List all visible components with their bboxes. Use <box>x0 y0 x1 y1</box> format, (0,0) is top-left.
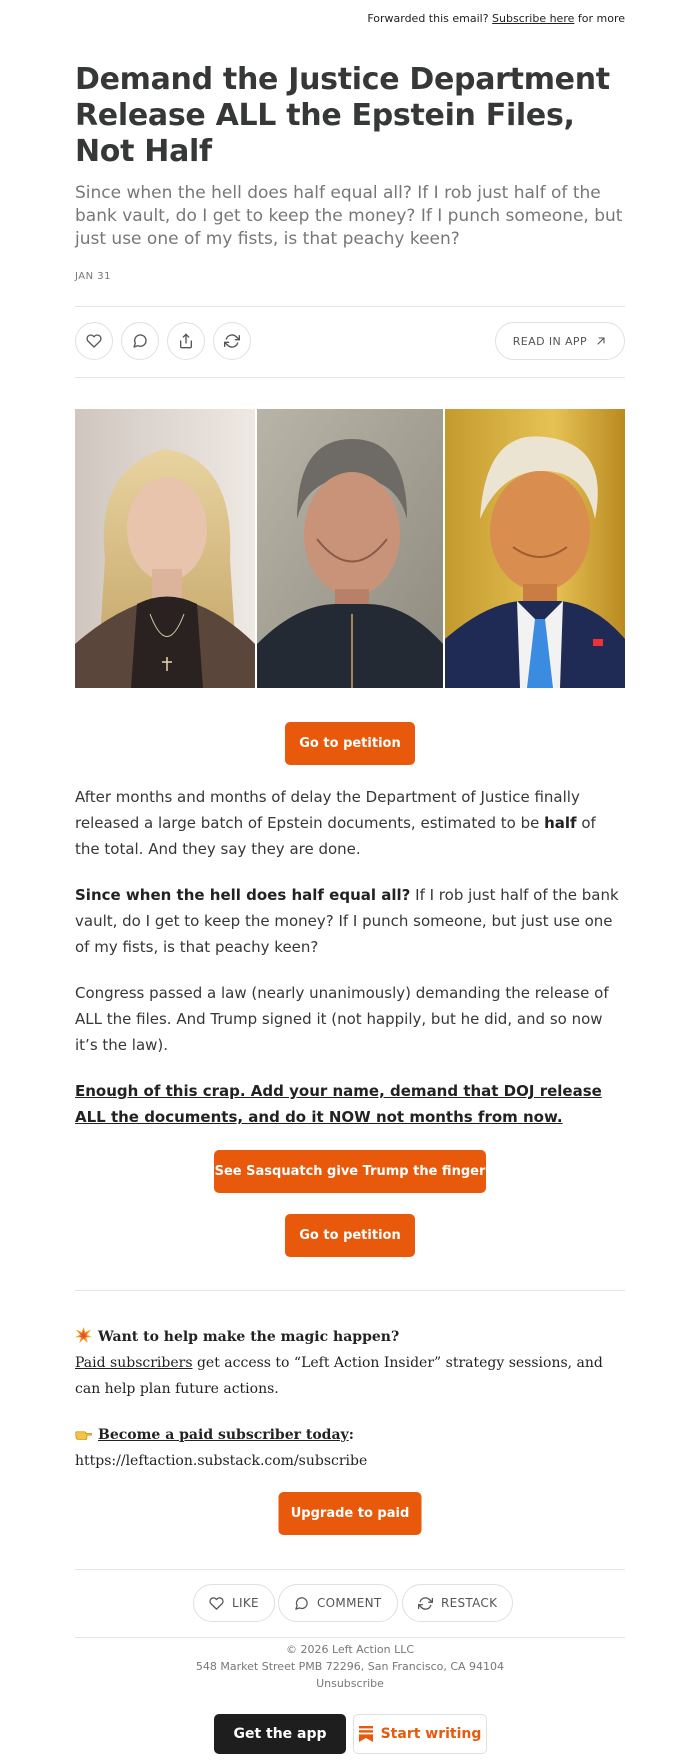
portrait-left <box>75 409 255 688</box>
divider <box>75 1637 625 1638</box>
engagement-bar <box>75 1584 625 1622</box>
comment-pill-button[interactable] <box>278 1584 398 1622</box>
read-in-app-label: READ IN APP <box>512 334 587 348</box>
restack-pill-button[interactable] <box>402 1584 513 1622</box>
subscribe-url[interactable]: https://leftaction.substack.com/subscribe <box>75 1453 368 1469</box>
like-label: LIKE <box>232 1596 259 1610</box>
promo-heading-text: Want to help make the magic happen? <box>98 1329 400 1345</box>
share-button[interactable] <box>167 322 205 360</box>
unsubscribe-link[interactable]: Unsubscribe <box>316 1677 384 1690</box>
become-paid-subscriber-link[interactable]: Become a paid subscriber today <box>98 1427 349 1443</box>
start-writing-button[interactable] <box>353 1714 487 1754</box>
pointing-hand-icon <box>75 1425 92 1442</box>
restack-button[interactable] <box>213 322 251 360</box>
mailing-address: 548 Market Street PMB 72296, San Francisco, CA 94104 <box>195 1660 505 1673</box>
restack-icon <box>224 333 240 349</box>
arrow-up-right-icon <box>595 335 607 347</box>
paid-subscribers-link[interactable]: Paid subscribers <box>75 1355 193 1371</box>
post-subtitle: Since when the hell does half equal all? If I rob just half of the bank vault, do I get to keep the money? If I punch someone, but just use one of my fists, is that peachy keen? <box>75 183 623 249</box>
comment-icon <box>294 1596 309 1611</box>
share-icon <box>178 333 194 349</box>
colon: : <box>348 1427 354 1443</box>
upgrade-to-paid-button[interactable]: Upgrade to paid <box>279 1492 422 1535</box>
substack-logo-icon <box>359 1726 373 1742</box>
read-in-app-button[interactable] <box>495 322 625 360</box>
subscribe-link[interactable]: Subscribe here <box>492 12 575 25</box>
header-image[interactable] <box>75 409 625 688</box>
post-date: JAN 31 <box>75 271 111 282</box>
go-to-petition-button-2[interactable]: Go to petition <box>285 1214 415 1257</box>
forward-notice <box>367 12 625 25</box>
forward-suffix: for more <box>577 12 625 25</box>
bold-text: Since when the hell does half equal all? <box>75 886 411 904</box>
body-paragraph-1 <box>75 784 625 862</box>
heart-icon <box>86 333 102 349</box>
body-paragraph-3: Congress passed a law (nearly unanimously) demanding the release of ALL the files. And Trump signed it (not happily, but he did, and so now it’s the law). <box>75 984 609 1054</box>
promo-description <box>75 1350 625 1402</box>
like-pill-button[interactable] <box>193 1584 275 1622</box>
start-writing-label: Start writing <box>380 1726 482 1742</box>
restack-label: RESTACK <box>441 1596 498 1610</box>
text-span: If I rob just half of the bank vault, do I get to keep the money? If I punch someone, but just use one of my fists, is that peachy keen? <box>75 886 619 956</box>
forward-prefix: Forwarded this email? <box>367 12 489 25</box>
restack-icon <box>418 1596 433 1611</box>
promo-heading <box>75 1324 625 1350</box>
get-the-app-button[interactable]: Get the app <box>214 1714 346 1754</box>
go-to-petition-button[interactable]: Go to petition <box>285 722 415 765</box>
portrait-right <box>445 409 625 688</box>
divider <box>75 1290 625 1291</box>
promo-text: get access to “Left Action Insider” strategy sessions, and can help plan future actions. <box>75 1355 603 1397</box>
divider <box>75 306 625 307</box>
collision-icon <box>75 1327 92 1344</box>
comment-icon <box>132 333 148 349</box>
comment-button[interactable] <box>121 322 159 360</box>
copyright: © 2026 Left Action LLC <box>285 1643 415 1656</box>
post-title[interactable]: Demand the Justice Department Release ALL the Epstein Files, Not Half <box>75 62 610 169</box>
footer <box>75 1641 625 1692</box>
divider <box>75 377 625 378</box>
text-span: of the total. And they say they are done. <box>75 814 596 858</box>
body-paragraph-2 <box>75 882 625 960</box>
divider <box>75 1569 625 1570</box>
bold-text: half <box>544 814 577 832</box>
heart-icon <box>209 1596 224 1611</box>
comment-label: COMMENT <box>317 1596 382 1610</box>
portrait-middle <box>257 409 443 688</box>
text-span: After months and months of delay the Department of Justice finally released a large batch of Epstein documents, estimated to be <box>75 788 580 832</box>
like-button[interactable] <box>75 322 113 360</box>
sasquatch-video-button[interactable]: See Sasquatch give Trump the finger <box>214 1150 486 1193</box>
post-action-bar <box>75 322 625 360</box>
petition-call-to-action-link[interactable]: Enough of this crap. Add your name, demand that DOJ release ALL the documents, and do it NOW not months from now. <box>75 1082 602 1126</box>
become-paid-line <box>75 1422 625 1448</box>
